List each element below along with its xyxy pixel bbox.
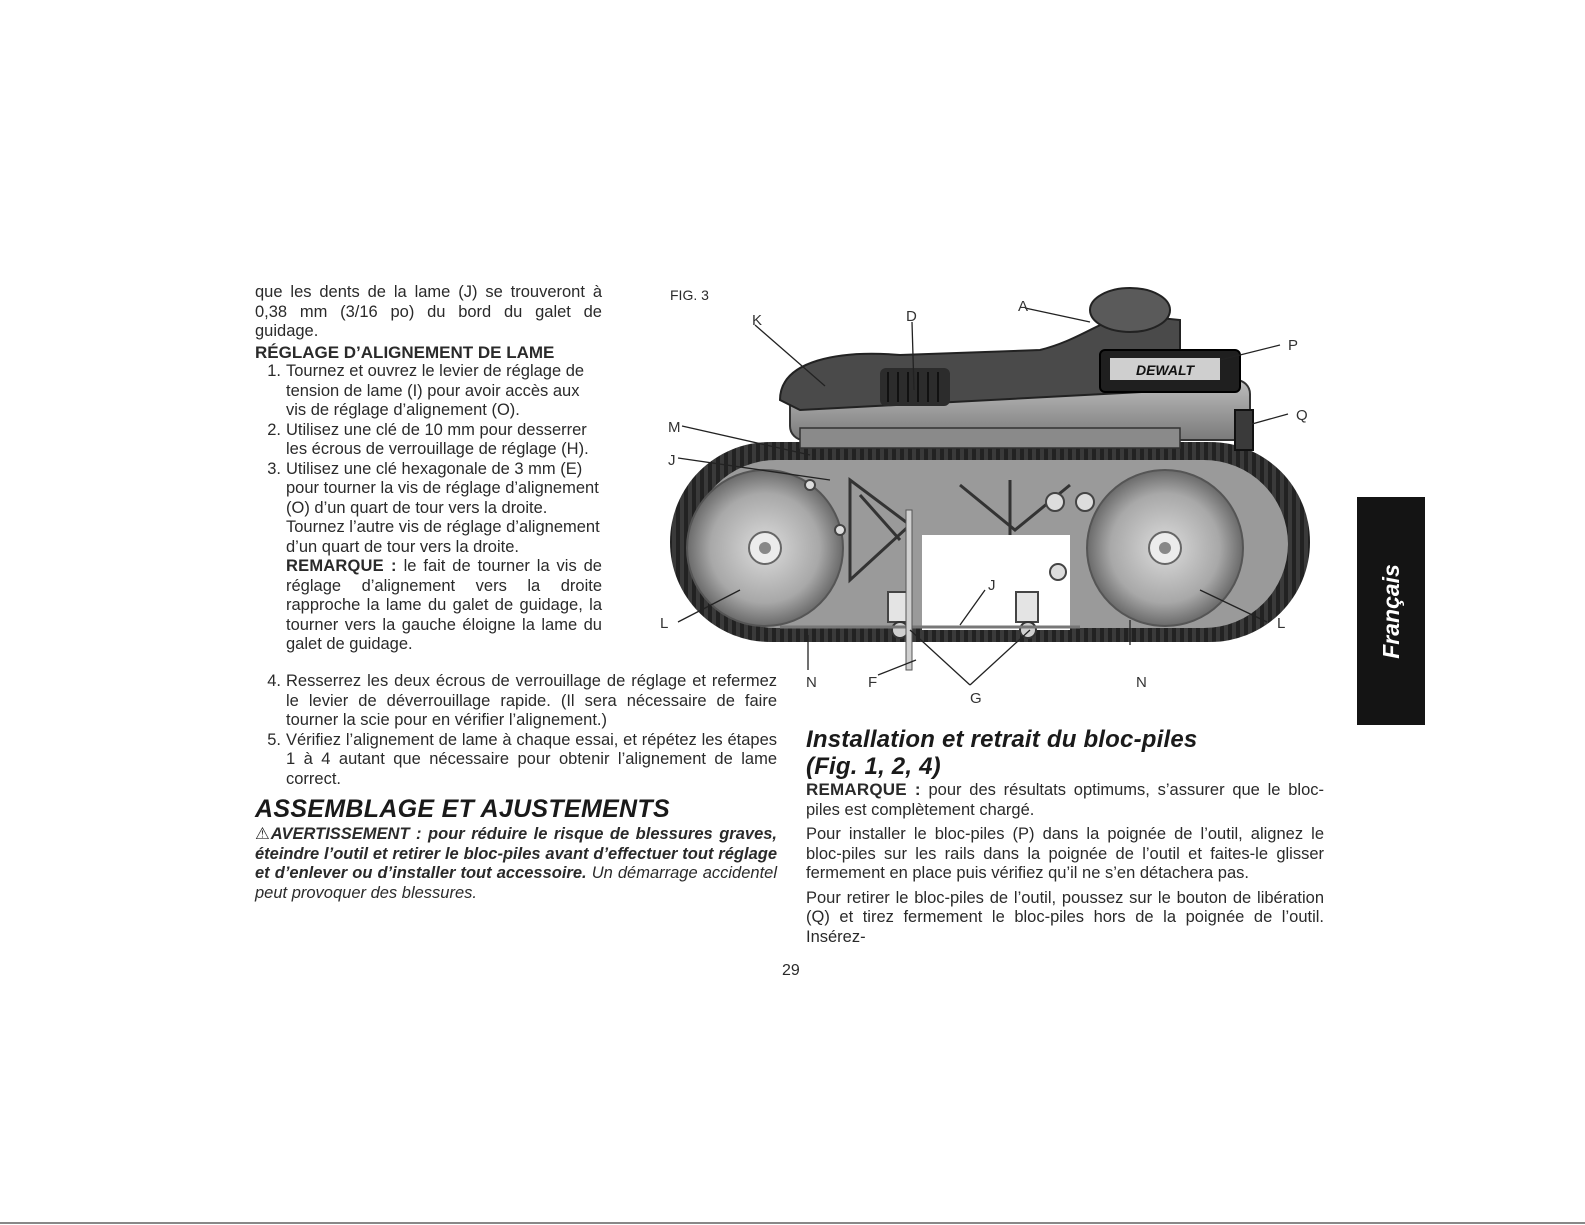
list-item: 1. Tournez et ouvrez le levier de réglage de tension de lame (I) pour avoir accès aux vis de réglage d’alignement (O). bbox=[267, 362, 585, 419]
callout-k: K bbox=[752, 312, 763, 329]
battery-remark bbox=[806, 780, 1324, 820]
install-heading: Installation et retrait du bloc-piles (Fig. 1, 2, 4) bbox=[806, 726, 1198, 780]
callout-a: A bbox=[1018, 298, 1029, 315]
install-paragraph: Pour installer le bloc-piles (P) dans la poignée de l’outil, alignez le bloc-piles sur les rails dans la poignée de l’outil et faites-le glisser fermement en place puis vérifiez qu’il ne s’en détachera pas. bbox=[806, 825, 1324, 882]
callout-m: M bbox=[668, 419, 681, 436]
remark-text: le fait de tourner la vis de réglage d’alignement vers la droite rapproche la lame du galet de guidage, la tourner vers la gauche éloigne la lame du galet de guidage. bbox=[286, 557, 602, 653]
callout-g: G bbox=[970, 690, 982, 707]
remark-label: REMARQUE : bbox=[806, 780, 921, 799]
callout-j-center: J bbox=[988, 577, 996, 594]
warning-triangle-icon: ⚠ bbox=[255, 825, 270, 843]
remark-label: REMARQUE : bbox=[286, 557, 397, 575]
list-item: 2. Utilisez une clé de 10 mm pour desserrer les écrous de verrouillage de réglage (H). bbox=[267, 420, 589, 458]
list-item: 4. Resserrez les deux écrous de verrouillage de réglage et refermez le levier de déverrouillage rapide. (Il sera nécessaire de faire tourner la scie pour en vérifier l’alignement.) bbox=[267, 672, 777, 729]
list-item: 5. Vérifiez l’alignement de lame à chaque essai, et répétez les étapes 1 à 4 autant que nécessaire pour obtenir l’alignement de lame correct. bbox=[267, 730, 777, 788]
remark-note bbox=[255, 557, 602, 655]
intro-text: que les dents de la lame (J) se trouveront à 0,38 mm (3/16 po) du bord du galet de guidage. bbox=[255, 283, 602, 340]
remove-paragraph: Pour retirer le bloc-piles de l’outil, poussez sur le bouton de libération (Q) et tirez fermement le bloc-piles hors de la poignée de l’outil. Insérez- bbox=[806, 888, 1324, 946]
callout-n-right: N bbox=[1136, 674, 1147, 691]
callout-p: P bbox=[1288, 337, 1299, 354]
list-item: 3. Utilisez une clé hexagonale de 3 mm (E) pour tourner la vis de réglage d’alignement (O) d’un quart de tour vers la droite. Tournez l’autre vis de réglage d’alignement d’un quart de tour vers la droite. bbox=[267, 459, 600, 556]
warning-italic-text: Un démarrage accidentel peut provoquer des blessures. bbox=[255, 864, 778, 902]
brand-logo: DEWALT bbox=[1135, 362, 1195, 378]
page-number: 29 bbox=[782, 962, 800, 979]
callout-d: D bbox=[906, 308, 917, 325]
callout-j-left: J bbox=[668, 452, 676, 469]
language-tab bbox=[1357, 497, 1425, 725]
bottom-rule bbox=[0, 1222, 1585, 1224]
figure-label: FIG. 3 bbox=[670, 287, 709, 303]
callout-q: Q bbox=[1296, 407, 1308, 424]
blade-alignment-heading: RÉGLAGE D’ALIGNEMENT DE LAME bbox=[255, 342, 555, 362]
callout-l-left: L bbox=[660, 615, 669, 632]
warning-block bbox=[255, 825, 777, 903]
language-tab-label: Français bbox=[1377, 563, 1404, 659]
left-column bbox=[255, 283, 602, 655]
callout-f: F bbox=[868, 674, 878, 691]
callout-l-right: L bbox=[1277, 615, 1286, 632]
callout-n-left: N bbox=[806, 674, 817, 691]
section-heading: ASSEMBLAGE ET AJUSTEMENTS bbox=[255, 795, 670, 823]
remark-text: pour des résultats optimums, s’assurer que le bloc-piles est complètement chargé. bbox=[806, 781, 1324, 819]
bandsaw-figure bbox=[660, 280, 1340, 710]
warning-bold-text: AVERTISSEMENT : pour réduire le risque de blessures graves, éteindre l’outil et retirer le bloc-piles avant d’effectuer tout réglage et d’enlever ou d’installer tout accessoire. bbox=[255, 825, 777, 882]
steps-list-top bbox=[255, 362, 602, 557]
right-column bbox=[806, 726, 1324, 952]
